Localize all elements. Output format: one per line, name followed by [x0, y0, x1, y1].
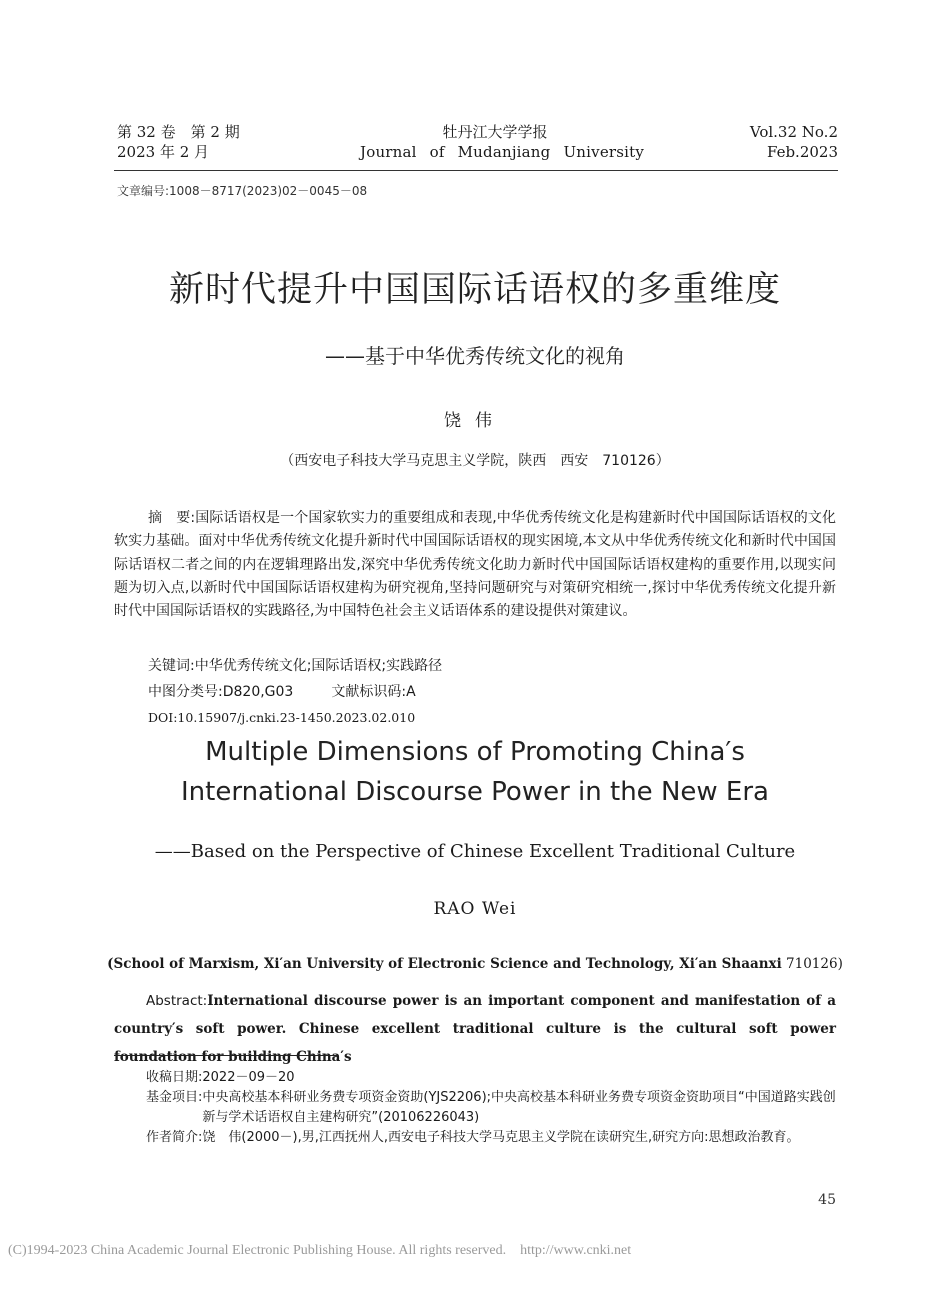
article-number: 文章编号:1008－8717(2023)02－0045－08 [117, 184, 368, 198]
header-date-en: Feb.2023 [766, 143, 838, 161]
footnote-author-bio [146, 1128, 840, 1148]
header-volume-issue [117, 122, 240, 162]
copyright-notice [8, 1243, 631, 1259]
header-date: 2023 年 2 月 [117, 143, 210, 161]
header-volume: 第 32 卷 第 2 期 [117, 123, 240, 141]
copyright-text: (C)1994-2023 China Academic Journal Electronic Publishing House. All rights reserved. [8, 1243, 507, 1258]
footnote-text: 中央高校基本科研业务费专项资金资助(YJS2206);中央高校基本科研业务费专项资金资助项目“中国道路实践创新与学术话语权自主建构研究”(20106226043) [202, 1090, 836, 1125]
header-journal-name [360, 122, 645, 162]
title-english-line1: Multiple Dimensions of Promoting China′s [205, 737, 745, 767]
keywords-label: 关键词: [148, 658, 195, 674]
abstract-chinese-text: 国际话语权是一个国家软实力的重要组成和表现,中华优秀传统文化是构建新时代中国国际话语权的文化软实力基础。面对中华优秀传统文化提升新时代中国国际话语权的现实困境,本文从中华优秀传统文化和新时代中国国际话语权二者之间的内在逻辑理路出发,深究中华优秀传统文化助力新时代中国国际话语权建构的重要作用,以现实问题为切入点,以新时代中国国际话语权建构为研究视角,坚持问题研究与对策研究相统一,探讨中华优秀传统文化提升新时代中国国际话语权的实践路径,为中国特色社会主义话语体系的建设提供对策建议。 [114, 510, 836, 620]
doc-code-value: A [406, 684, 416, 700]
clc-value: D820,G03 [222, 684, 294, 700]
footnote-text: 饶 伟(2000－),男,江西抚州人,西安电子科技大学马克思主义学院在读研究生,研究方向:思想政治教育。 [202, 1130, 800, 1145]
classification [148, 681, 416, 701]
title-english [0, 732, 950, 812]
footnote-label: 作者简介: [146, 1130, 203, 1145]
header-journal-en: Journal of Mudanjiang University [360, 143, 645, 161]
keywords-text: 中华优秀传统文化;国际话语权;实践路径 [194, 658, 443, 674]
affiliation-english-code: 710126) [786, 956, 843, 972]
title-english-line2: International Discourse Power in the New Era [181, 777, 769, 807]
abstract-english [114, 987, 836, 1071]
author-english: RAO Wei [433, 899, 517, 919]
abstract-chinese-label: 摘 要: [148, 510, 196, 526]
header-vol-no [750, 122, 838, 162]
author-chinese: 饶伟 [444, 411, 506, 431]
clc-label: 中图分类号: [148, 684, 223, 700]
affiliation-chinese: （西安电子科技大学马克思主义学院，陕西 西安 710126） [280, 453, 670, 469]
header-divider [114, 170, 838, 171]
header-journal-cn: 牡丹江大学学报 [442, 123, 548, 141]
doi: DOI:10.15907/j.cnki.23-1450.2023.02.010 [148, 710, 416, 725]
footnote-text: 2022－09－20 [202, 1070, 295, 1085]
doc-code-label: 文献标识码: [331, 684, 407, 700]
title-chinese: 新时代提升中国国际话语权的多重维度 [168, 270, 781, 310]
abstract-english-text: International discourse power is an important component and manifestation of a country′s soft power. Chinese excellent traditional culture is the cultural soft power foundation for building China′s [114, 993, 836, 1065]
abstract-chinese [114, 507, 836, 623]
cnki-link[interactable]: http://www.cnki.net [520, 1243, 632, 1258]
affiliation-english-text: (School of Marxism, Xi′an University of Electronic Science and Technology, Xi′an Shaanxi [107, 956, 782, 972]
subtitle-english: ——Based on the Perspective of Chinese Excellent Traditional Culture [154, 841, 796, 862]
footnote-label: 基金项目: [146, 1090, 203, 1105]
footnote-divider [114, 1055, 338, 1056]
keywords [148, 655, 442, 675]
affiliation-english [0, 956, 950, 972]
subtitle-chinese: ——基于中华优秀传统文化的视角 [325, 344, 625, 368]
footnote-label: 收稿日期: [146, 1070, 203, 1085]
footnotes [146, 1068, 840, 1148]
header-vol-en: Vol.32 No.2 [749, 123, 838, 141]
page-number: 45 [818, 1192, 836, 1208]
abstract-english-label: Abstract: [146, 993, 208, 1009]
footnote-received [146, 1068, 840, 1088]
footnote-fund [146, 1088, 840, 1128]
